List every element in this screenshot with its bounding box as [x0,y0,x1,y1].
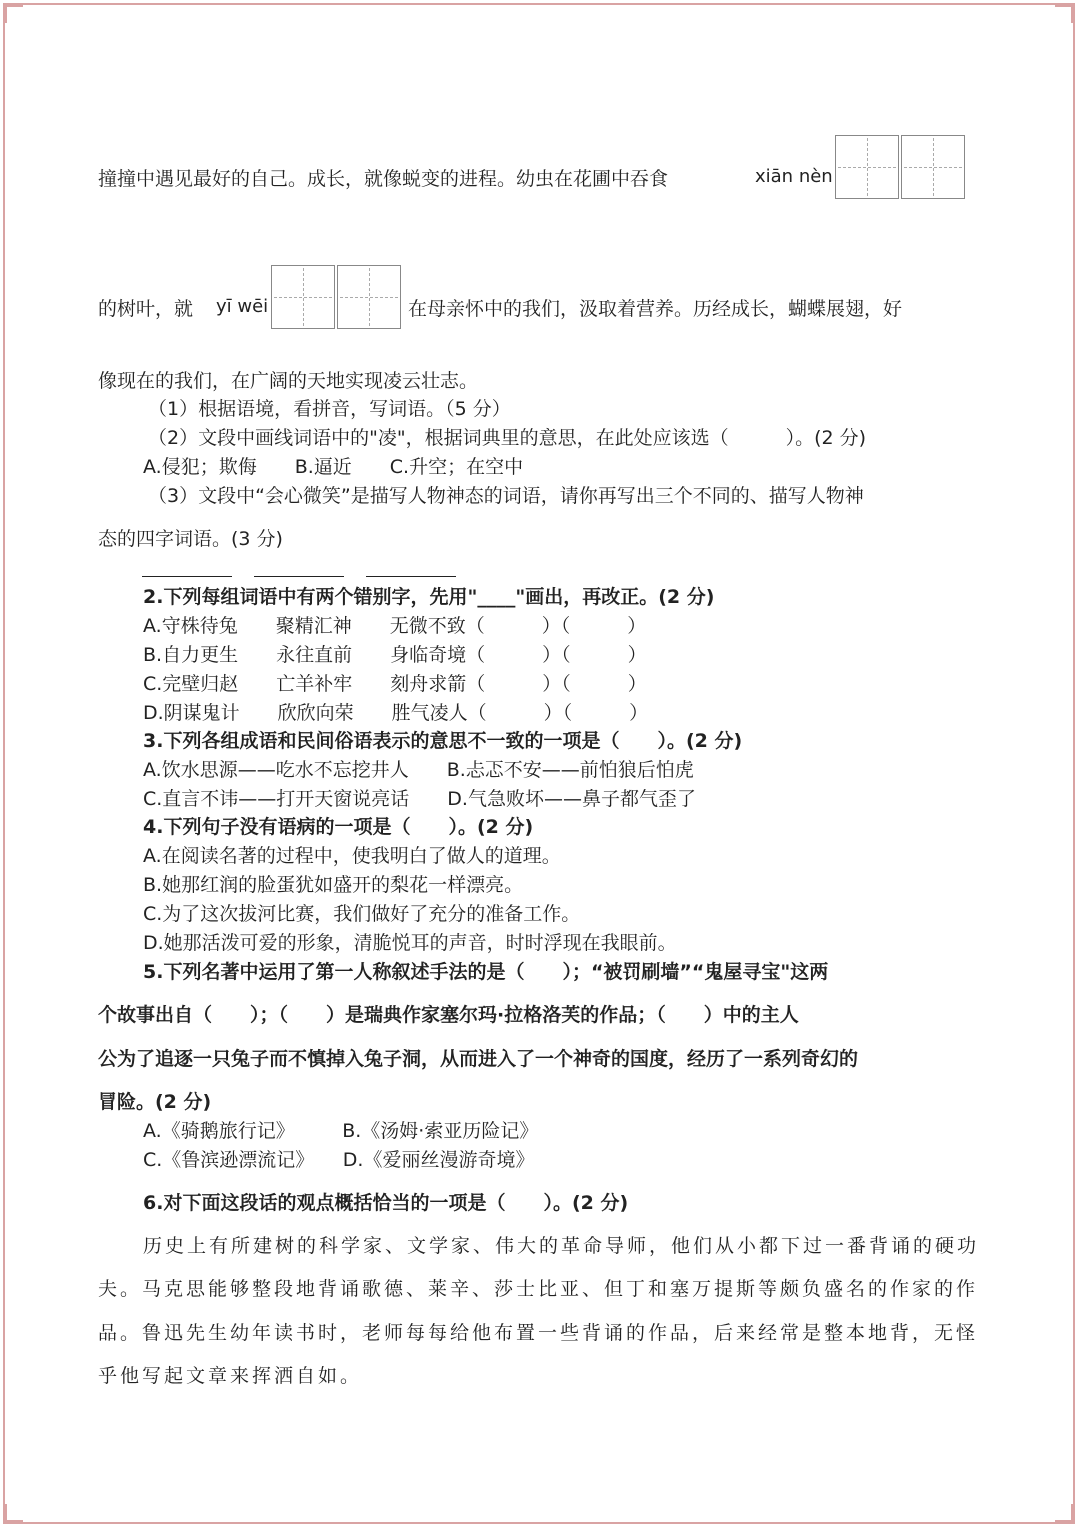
q4-option-d: D.她那活泼可爱的形象，清脆悦耳的声音，时时浮现在我眼前。 [143,932,677,954]
border-corner [5,1504,23,1522]
q5-line3: 公为了追逐一只兔子而不慎掉入兔子洞，从而进入了一个神奇的国度，经历了一系列奇幻的 [98,1048,859,1070]
q5-options-row1: A.《骑鹅旅行记》 B.《汤姆·索亚历险记》 [143,1120,539,1142]
tianzige-cell[interactable] [835,135,899,199]
q1-sub3-line2: 态的四字词语。(3 分) [98,528,283,550]
tianzige-cell[interactable] [901,135,965,199]
q4-option-c: C.为了这次拔河比赛，我们做好了充分的准备工作。 [143,903,581,925]
q3-row-cd: C.直言不讳——打开天窗说亮话 D.气急败坏——鼻子都气歪了 [143,788,696,810]
answer-grid-xiannen[interactable] [835,135,967,199]
q2-row-c: C.完壁归赵 亡羊补牢 刻舟求箭（ ）（ ） [143,673,647,695]
q6-para-line2: 夫。马克思能够整段地背诵歌德、莱辛、莎士比亚、但丁和塞万提斯等颇负盛名的作家的作 [98,1278,979,1300]
q4-option-a: A.在阅读名著的过程中，使我明白了做人的道理。 [143,845,561,867]
q1-sub1: （1）根据语境，看拼音，写词语。（5 分） [148,398,511,420]
q1-sub2: （2）文段中画线词语中的"凌"，根据词典里的意思，在此处应该选（ ）。(2 分) [148,427,867,449]
tianzige-cell[interactable] [337,265,401,329]
q2-title: 2.下列每组词语中有两个错别字，先用"____"画出，再改正。(2 分) [143,586,715,608]
passage-line-2b: 在母亲怀中的我们，汲取着营养。历经成长，蝴蝶展翅，好 [408,298,903,320]
passage-line-1: 撞撞中遇见最好的自己。成长，就像蜕变的进程。幼虫在花圃中吞食 [98,168,669,190]
q6-title: 6.对下面这段话的观点概括恰当的一项是（ ）。(2 分) [143,1192,629,1214]
border-corner [5,5,23,23]
border-corner [1055,1504,1073,1522]
q5-line4: 冒险。(2 分) [98,1091,212,1113]
q5-line1: 5.下列名著中运用了第一人称叙述手法的是（ ）；“被罚刷墙”“鬼屋寻宝"这两 [143,961,829,983]
q1-options: A.侵犯；欺侮 B.逼近 C.升空；在空中 [143,456,524,478]
answer-blank[interactable] [366,576,456,577]
q3-row-ab: A.饮水思源——吃水不忘挖井人 B.忐忑不安——前怕狼后怕虎 [143,759,694,781]
q6-para-line3: 品。鲁迅先生幼年读书时，老师每每给他布置一些背诵的作品，后来经常是整本地背，无怪 [98,1322,979,1344]
q6-para-line4: 乎他写起文章来挥洒自如。 [98,1365,363,1387]
passage-line-3: 像现在的我们，在广阔的天地实现凌云壮志。 [98,370,479,392]
answer-grid-yiwei[interactable] [271,265,403,329]
q6-para-line1: 历史上有所建树的科学家、文学家、伟大的革命导师，他们从小都下过一番背诵的硬功 [143,1235,980,1257]
q1-sub3-line1: （3）文段中“会心微笑”是描写人物神态的词语，请你再写出三个不同的、描写人物神 [148,485,864,507]
q5-options-row2: C.《鲁滨逊漂流记》 D.《爱丽丝漫游奇境》 [143,1149,535,1171]
q2-row-d: D.阴谋鬼计 欣欣向荣 胜气凌人（ ）（ ） [143,702,649,724]
q4-title: 4.下列句子没有语病的一项是（ ）。(2 分) [143,816,534,838]
q3-title: 3.下列各组成语和民间俗语表示的意思不一致的一项是（ ）。(2 分) [143,730,743,752]
pinyin-yiwei: yī wēi [216,296,269,317]
q2-row-b: B.自力更生 永往直前 身临奇境（ ）（ ） [143,644,647,666]
pinyin-xiannen: xiān nèn [755,166,833,187]
tianzige-cell[interactable] [271,265,335,329]
answer-blank[interactable] [142,576,232,577]
q5-line2: 个故事出自（ ）；（ ）是瑞典作家塞尔玛·拉格洛芙的作品；（ ）中的主人 [98,1004,799,1026]
border-corner [1055,5,1073,23]
passage-line-2a: 的树叶，就 [98,298,194,320]
answer-blank[interactable] [254,576,344,577]
q2-row-a: A.守株待兔 聚精汇神 无微不致（ ）（ ） [143,615,647,637]
q4-option-b: B.她那红润的脸蛋犹如盛开的梨花一样漂亮。 [143,874,524,896]
